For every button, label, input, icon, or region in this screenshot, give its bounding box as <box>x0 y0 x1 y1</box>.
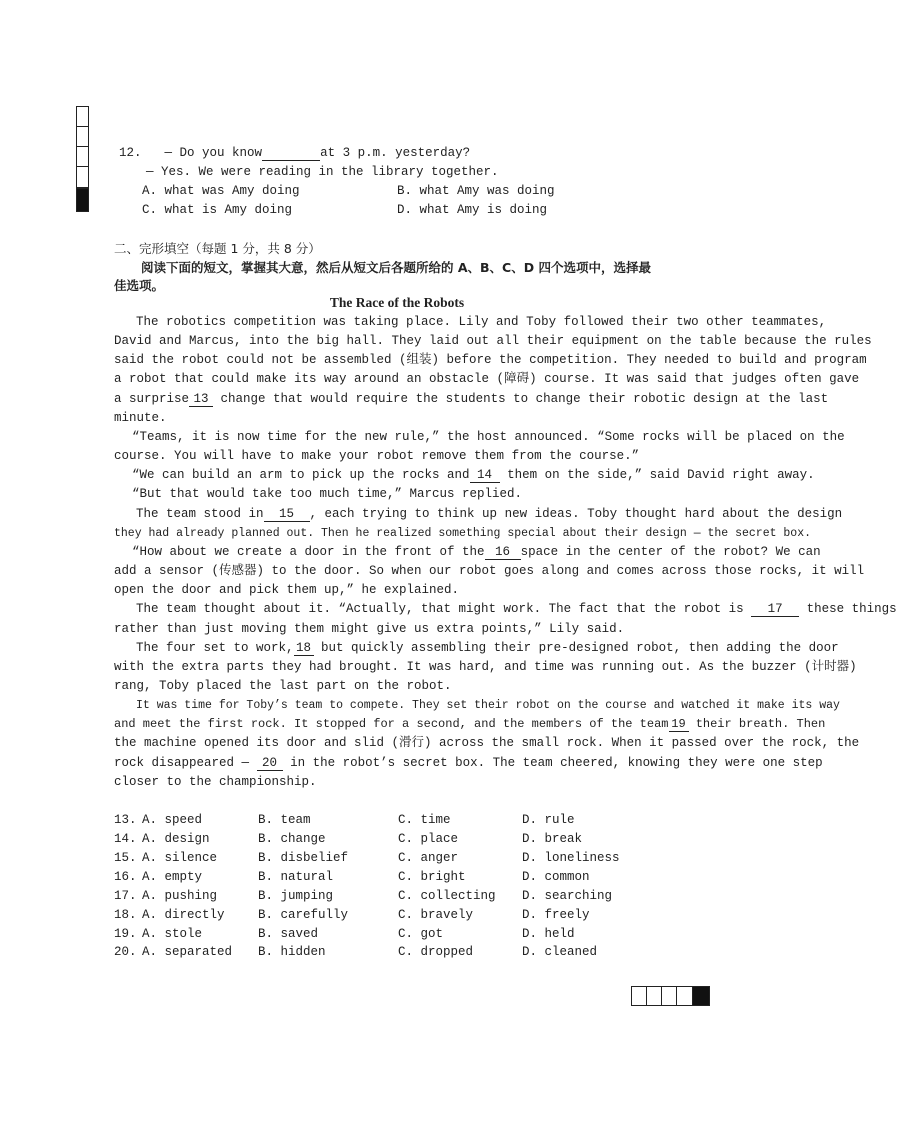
answer-option-d: D. cleaned <box>522 945 598 959</box>
marker-box <box>76 166 89 188</box>
answer-option-d: D. freely <box>522 908 590 922</box>
marker-box <box>661 986 677 1006</box>
answer-number: 13. <box>114 813 137 827</box>
blank-19: 19 <box>669 717 689 732</box>
q12-blank <box>262 146 320 161</box>
passage-line: they had already planned out. Then he realized something special about their design — the secret box. <box>114 527 812 540</box>
marker-box <box>76 106 89 127</box>
passage-line: the machine opened its door and slid (滑行) across the small rock. When it passed over the rock, the <box>114 736 860 750</box>
answer-option-d: D. common <box>522 870 590 884</box>
answer-option-a: A. silence <box>142 851 218 865</box>
section-instruction-line2: 佳选项。 <box>114 278 165 293</box>
text-segment: The four set to work, <box>136 641 294 655</box>
answer-option-b: B. team <box>258 813 311 827</box>
q12-reply: — Yes. We were reading in the library together. <box>146 165 499 179</box>
answer-option-c: C. time <box>398 813 451 827</box>
passage-line <box>114 715 825 734</box>
answer-option-c: C. bravely <box>398 908 474 922</box>
q12-stem-prefix: — Do you know <box>164 146 263 160</box>
answer-number: 16. <box>114 870 137 884</box>
answer-option-c: C. collecting <box>398 889 496 903</box>
passage-line <box>114 754 823 773</box>
answer-option-b: B. saved <box>258 927 319 941</box>
answer-option-c: C. dropped <box>398 945 474 959</box>
answer-option-b: B. carefully <box>258 908 349 922</box>
passage-line <box>132 543 821 562</box>
passage-line: closer to the championship. <box>114 775 317 789</box>
passage-line: The robotics competition was taking place. Lily and Toby followed their two other teammates, <box>136 315 827 329</box>
text-segment: , each trying to think up new ideas. Toby thought hard about the design <box>309 507 843 521</box>
text-segment: these things <box>806 602 897 616</box>
marker-box <box>646 986 662 1006</box>
answer-option-c: C. anger <box>398 851 459 865</box>
passage-line <box>132 466 815 485</box>
answer-option-b: B. change <box>258 832 326 846</box>
answer-number: 17. <box>114 889 137 903</box>
passage-line: rang, Toby placed the last part on the robot. <box>114 679 452 693</box>
q12-number: 12. <box>119 146 142 160</box>
passage-line <box>136 600 897 619</box>
answer-option-c: C. place <box>398 832 459 846</box>
answer-option-a: A. pushing <box>142 889 218 903</box>
answer-option-b: B. jumping <box>258 889 334 903</box>
section-heading: 二、完形填空（每题 1 分，共 8 分） <box>114 241 321 256</box>
passage-line: add a sensor (传感器) to the door. So when our robot goes along and comes across those rocks, it will <box>114 564 865 578</box>
q12-option-b: B. what Amy was doing <box>397 184 555 198</box>
answer-option-d: D. loneliness <box>522 851 620 865</box>
q12-stem <box>119 144 470 163</box>
passage-line <box>136 505 842 524</box>
passage-line: David and Marcus, into the big hall. They laid out all their equipment on the table because the rules <box>114 334 872 348</box>
text-segment: space in the center of the robot? We can <box>520 545 821 559</box>
passage-line: rather than just moving them might give us extra points,” Lily said. <box>114 622 625 636</box>
text-segment: a surprise <box>114 392 190 406</box>
answer-option-a: A. separated <box>142 945 233 959</box>
passage-line <box>136 639 839 658</box>
marker-box <box>676 986 693 1006</box>
answer-number: 15. <box>114 851 137 865</box>
text-segment: them on the side,” said David right away. <box>507 468 815 482</box>
marker-box <box>631 986 647 1006</box>
answer-option-a: A. stole <box>142 927 203 941</box>
answer-number: 19. <box>114 927 137 941</box>
text-segment: The team thought about it. “Actually, that might work. The fact that the robot is <box>136 602 744 616</box>
passage-line: It was time for Toby’s team to compete. They set their robot on the course and watched it make its way <box>136 699 840 712</box>
answer-option-d: D. rule <box>522 813 575 827</box>
passage-line: course. You will have to make your robot remove them from the course.” <box>114 449 640 463</box>
text-segment: in the robot’s secret box. The team cheered, knowing they were one step <box>290 756 823 770</box>
blank-17: 17 <box>751 602 799 617</box>
text-segment: rock disappeared — <box>114 756 250 770</box>
marker-box <box>76 126 89 147</box>
answer-option-a: A. design <box>142 832 210 846</box>
passage-title: The Race of the Robots <box>329 295 465 310</box>
answer-option-c: C. bright <box>398 870 466 884</box>
answer-option-a: A. speed <box>142 813 203 827</box>
q12-stem-suffix: at 3 p.m. yesterday? <box>320 146 471 160</box>
passage-line: with the extra parts they had brought. It was hard, and time was running out. As the buzzer (计时器) <box>114 660 857 674</box>
text-segment: their breath. Then <box>695 717 826 731</box>
blank-18: 18 <box>294 641 314 656</box>
answer-option-b: B. hidden <box>258 945 326 959</box>
answer-option-a: A. directly <box>142 908 225 922</box>
text-segment: “We can build an arm to pick up the rocks and <box>132 468 470 482</box>
passage-line: open the door and pick them up,” he explained. <box>114 583 460 597</box>
section-instruction-line1: 阅读下面的短文，掌握其大意，然后从短文后各题所给的 A、B、C、D 四个选项中，选择最 <box>141 260 651 275</box>
text-segment: change that would require the students to change their robotic design at the last <box>220 392 829 406</box>
passage-line: “But that would take too much time,” Marcus replied. <box>132 487 523 501</box>
text-segment: and meet the first rock. It stopped for a second, and the members of the team <box>114 717 669 731</box>
blank-14: 14 <box>470 468 500 483</box>
answer-option-d: D. held <box>522 927 575 941</box>
blank-15: 15 <box>264 507 310 522</box>
blank-13: 13 <box>189 392 213 407</box>
answer-option-a: A. empty <box>142 870 203 884</box>
passage-line: minute. <box>114 411 167 425</box>
text-segment: The team stood in <box>136 507 264 521</box>
passage-line: said the robot could not be assembled (组装) before the competition. They needed to build and program <box>114 353 867 367</box>
passage-line: a robot that could make its way around an obstacle (障碍) course. It was said that judges often gave <box>114 372 860 386</box>
answer-option-b: B. natural <box>258 870 334 884</box>
answer-option-b: B. disbelief <box>258 851 349 865</box>
text-segment: “How about we create a door in the front of the <box>132 545 485 559</box>
passage-line: “Teams, it is now time for the new rule,” the host announced. “Some rocks will be placed on the <box>132 430 845 444</box>
answer-number: 20. <box>114 945 137 959</box>
answer-option-d: D. searching <box>522 889 613 903</box>
q12-option-a: A. what was Amy doing <box>142 184 300 198</box>
marker-box <box>76 146 89 167</box>
blank-16: 16 <box>485 545 521 560</box>
q12-option-d: D. what Amy is doing <box>397 203 548 217</box>
marker-box-filled <box>76 188 89 212</box>
answer-option-d: D. break <box>522 832 583 846</box>
answer-option-c: C. got <box>398 927 444 941</box>
answer-number: 18. <box>114 908 137 922</box>
q12-option-c: C. what is Amy doing <box>142 203 293 217</box>
marker-box-filled <box>692 986 710 1006</box>
blank-20: 20 <box>257 756 283 771</box>
text-segment: but quickly assembling their pre-designed robot, then adding the door <box>321 641 839 655</box>
passage-line <box>114 390 828 409</box>
answer-number: 14. <box>114 832 137 846</box>
